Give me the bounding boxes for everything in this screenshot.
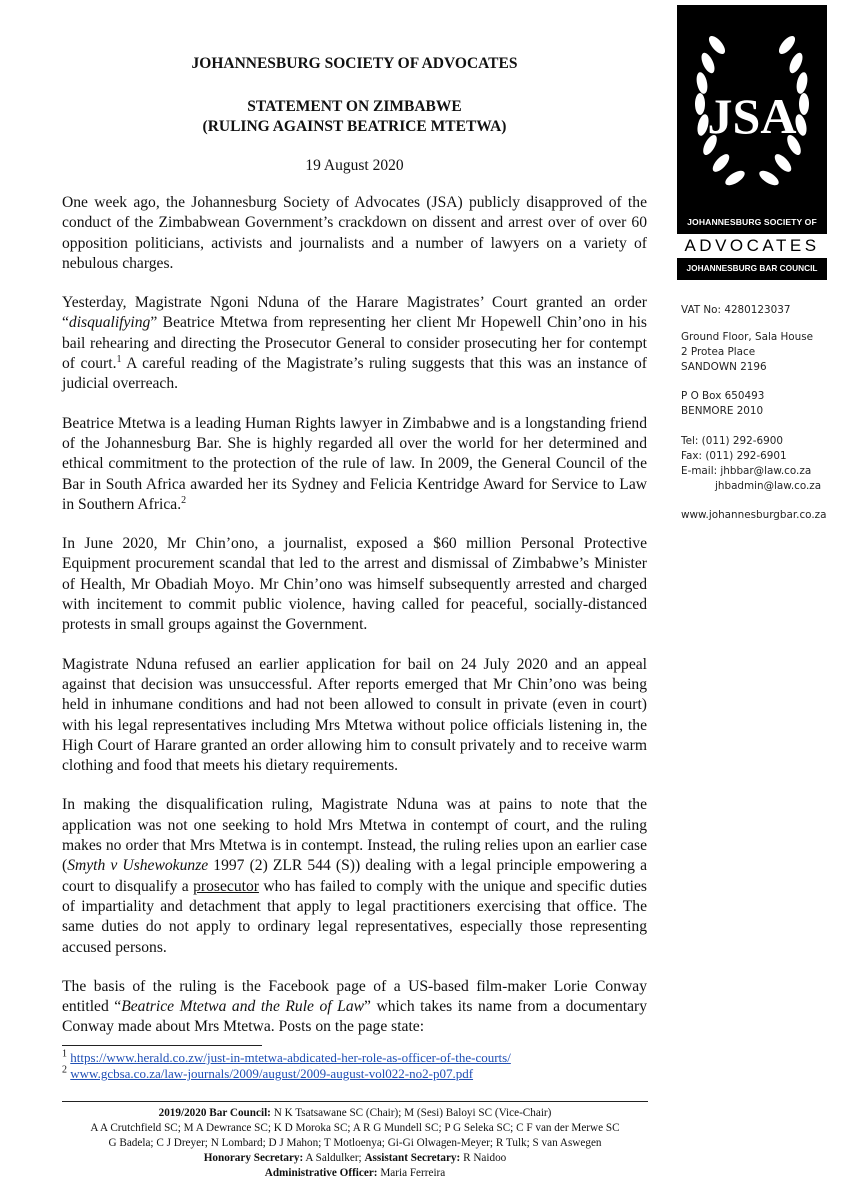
po-box-line-1: P O Box 650493 — [681, 390, 765, 402]
footnote-ref-2[interactable]: 2 — [181, 494, 187, 506]
paragraph-7 — [62, 977, 647, 1038]
bar-council-footer — [62, 1106, 648, 1181]
address-line-1: Ground Floor, Sala House — [681, 331, 814, 343]
street-address — [681, 330, 841, 375]
paragraph-3-text: Beatrice Mtetwa is a leading Human Rights lawyer in Zimbabwe and is a longstanding friend of the Johannesburg Bar. She is highly regarded all over the world for her determined and ethical commitment to the protection of the rule of law. In 2009, the General Council of the Bar in South Africa awarded her its Sydney and Felicia Kentridge Award for Service to Law in Southern Africa. — [62, 414, 647, 513]
address-line-2: 2 Protea Place — [681, 346, 756, 358]
honorary-secretary-label: Honorary Secretary: — [203, 1152, 304, 1164]
logo-text-advocates: ADVOCATES — [677, 234, 827, 258]
council-chairs: N K Tsatsawane SC (Chair); M (Sesi) Baloyi SC (Vice-Chair) — [270, 1107, 552, 1119]
paragraph-3 — [62, 414, 647, 515]
statement-title-line2: (RULING AGAINST BEATRICE MTETWA) — [202, 118, 507, 135]
statement-date: 19 August 2020 — [305, 157, 404, 174]
phone-and-email — [681, 434, 841, 494]
council-line-2: A A Crutchfield SC; M A Dewrance SC; K D Moroka SC; A R G Mundell SC; P G Seleka SC; C F van der Merwe SC — [90, 1122, 620, 1134]
paragraph-6-text-b: 1997 (2) ZLR 544 (S)) dealing with a legal principle empowering a court to disqualify a — [62, 857, 647, 895]
laurel-wreath-icon — [677, 5, 827, 215]
po-box-line-2: BENMORE 2010 — [681, 405, 764, 417]
paragraph-2-text-b: ” Beatrice Mtetwa from representing her client Mr Hopewell Chin’ono in his bail rehearing and directing the Prosecutor General to consider prosecuting her for contempt of court. — [62, 314, 647, 373]
footnote-divider — [62, 1045, 262, 1046]
fax: Fax: (011) 292-6901 — [681, 450, 787, 462]
vat-number — [681, 303, 841, 318]
vat-text: VAT No: 4280123037 — [681, 304, 791, 316]
council-divider — [62, 1101, 648, 1102]
paragraph-2 — [62, 293, 647, 394]
paragraph-2-text-a: Yesterday, Magistrate Ngoni Nduna of the Harare Magistrates’ Court granted an order “ — [62, 294, 647, 332]
assistant-secretary-label: Assistant Secretary: — [364, 1152, 461, 1164]
telephone: Tel: (011) 292-6900 — [681, 435, 783, 447]
statement-title-line1: STATEMENT ON ZIMBABWE — [247, 98, 462, 115]
logo-text-bar-council: JOHANNESBURG BAR COUNCIL — [686, 263, 818, 273]
administrative-officer-name: Maria Ferreira — [377, 1167, 446, 1179]
paragraph-2-emphasis: disqualifying — [68, 314, 151, 332]
paragraph-5: Magistrate Nduna refused an earlier application for bail on 24 July 2020 and an appeal against that decision was unsuccessful. After reports emerged that Mr Chin’ono was being held in inhumane conditions and had not been allowed to consult in private (even in court) with his legal representatives including Mrs Mtetwa without police officials listening in, the High Court of Harare granted an order allowing him to consult privately and to receive warm clothing and food that meets his dietary requirements. — [62, 655, 647, 775]
council-line-3: G Badela; C J Dreyer; N Lombard; D J Mahon; T Motloenya; Gi-Gi Olwagen-Meyer; R Tulk; S van Aswegen — [108, 1137, 602, 1149]
paragraph-6-text-a: In making the disqualification ruling, Magistrate Nduna was at pains to note that the application was not one seeking to hold Mrs Mtetwa in contempt of court, and the ruling makes no order that Mrs Mtetwa is in contempt. Instead, the ruling relies upon an earlier case ( — [62, 796, 647, 875]
postal-address — [681, 389, 841, 419]
document-body — [62, 55, 647, 1057]
footnote-1 — [62, 1050, 652, 1066]
footnote-1-number: 1 — [62, 1048, 67, 1060]
footnote-2-link[interactable]: www.gcbsa.co.za/law-journals/2009/august/2009-august-vol022-no2-p07.pdf — [70, 1066, 474, 1081]
documentary-title: Beatrice Mtetwa and the Rule of Law — [121, 998, 365, 1016]
footnote-2 — [62, 1066, 652, 1082]
assistant-secretary-name: R Naidoo — [460, 1152, 507, 1164]
email-2[interactable]: jhbadmin@law.co.za — [715, 480, 822, 492]
website — [681, 508, 841, 523]
paragraph-7-text-a: The basis of the ruling is the Facebook page of a US-based film-maker Lorie Conway entitled “ — [62, 977, 647, 1016]
paragraph-2-text-c: A careful reading of the Magistrate’s ruling suggests that this was an instance of judicial overreach. — [62, 355, 647, 393]
paragraph-6 — [62, 795, 647, 957]
paragraph-4: In June 2020, Mr Chin’ono, a journalist, exposed a $60 million Personal Protective Equipment procurement scandal that led to the arrest and dismissal of Zimbabwe’s Minister of Health, Mr Obadiah Moyo. Mr Chin’ono was himself subsequently arrested and charged with incitement to commit public violence, having called for peaceful, socially-distanced protests in small groups against the Government. — [62, 535, 647, 634]
council-line-5 — [62, 1166, 648, 1181]
paragraph-6-text-c: who has failed to comply with the unique and specific duties of impartiality and detachment that apply to legal practitioners exercising that office. The same duties do not apply to ordinary legal representatives, especially those representing accused persons. — [62, 877, 648, 956]
statement-title — [62, 97, 647, 137]
address-line-3: SANDOWN 2196 — [681, 361, 767, 373]
footnote-2-number: 2 — [62, 1064, 67, 1076]
email-1[interactable]: E-mail: jhbbar@law.co.za — [681, 465, 812, 477]
footnote-1-link[interactable]: https://www.herald.co.zw/just-in-mtetwa-abdicated-her-role-as-officer-of-the-courts/ — [70, 1050, 511, 1065]
logo-monogram: JSA — [707, 88, 797, 144]
administrative-officer-label: Administrative Officer: — [264, 1167, 378, 1179]
logo-text-line1: JOHANNESBURG SOCIETY OF — [687, 217, 817, 227]
org-title: JOHANNESBURG SOCIETY OF ADVOCATES — [191, 55, 518, 72]
council-heading: 2019/2020 Bar Council: — [158, 1107, 271, 1119]
paragraph-7-text-b: ” which takes its name from a documentary Conway made about Mrs Mtetwa. Posts on the page state: — [62, 998, 647, 1036]
jsa-logo — [677, 5, 827, 280]
paragraph-1: One week ago, the Johannesburg Society of Advocates (JSA) publicly disapproved of the conduct of the Zimbabwean Government’s crackdown on dissent and arrest over of over 60 opposition politicians, activists and journalists and a number of lawyers on a variety of nebulous charges. — [62, 194, 647, 272]
prosecutor-underlined: prosecutor — [193, 877, 259, 895]
council-line-4 — [62, 1151, 648, 1166]
footnote-ref-1[interactable]: 1 — [116, 353, 122, 365]
council-line-1 — [62, 1106, 648, 1121]
honorary-secretary-name: A Saldulker; — [303, 1152, 365, 1164]
footnotes — [62, 1050, 652, 1082]
case-citation: Smyth v Ushewokunze — [67, 857, 209, 875]
website-link[interactable]: www.johannesburgbar.co.za — [681, 509, 827, 521]
